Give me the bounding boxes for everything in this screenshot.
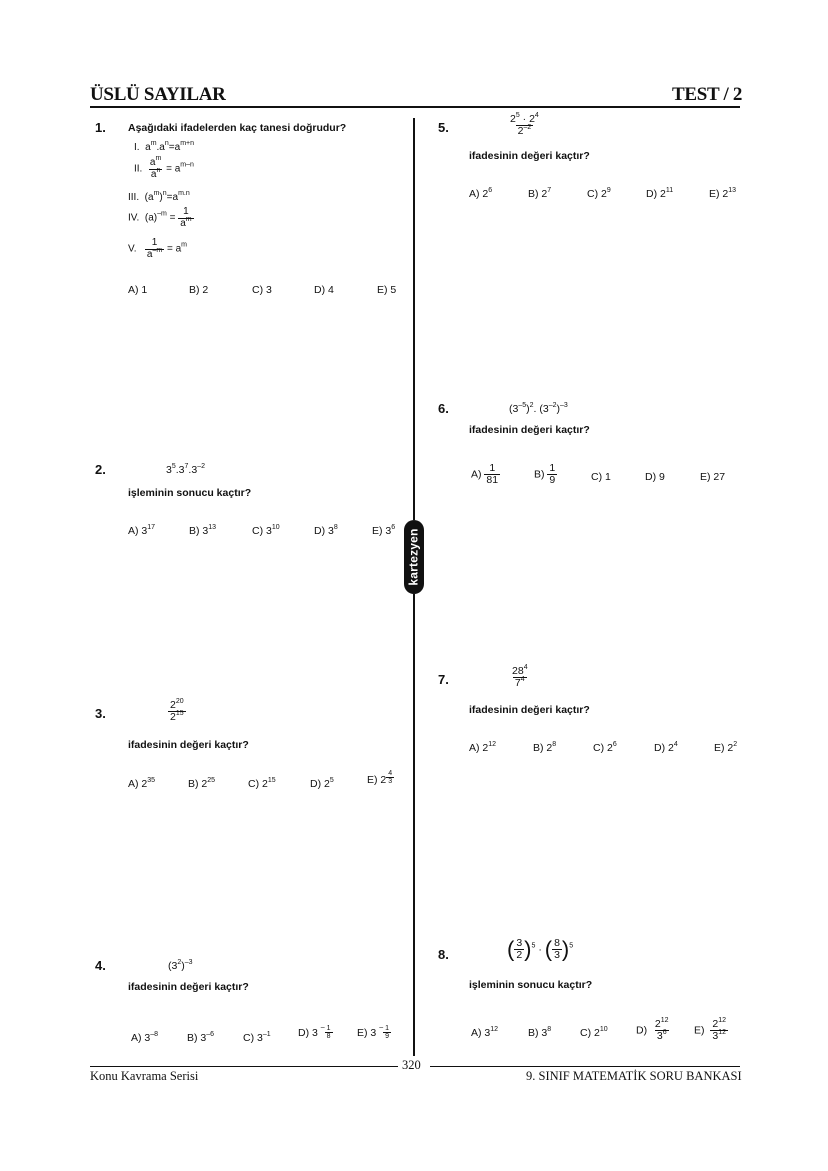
expression: $3^5.3^7.3^{-2}$ bbox=[166, 463, 205, 476]
question-number: 6. bbox=[438, 401, 449, 416]
option-a[interactable]: A) $2^6$ bbox=[469, 187, 493, 200]
option-c[interactable]: C) $3^{-1}$ bbox=[243, 1031, 271, 1044]
question-number: 8. bbox=[438, 947, 449, 962]
expression: $\frac{2^{20}}{2^{15}}$ bbox=[170, 698, 184, 724]
footer-rule-right bbox=[430, 1066, 740, 1067]
page-title: ÜSLÜ SAYILAR bbox=[90, 84, 226, 105]
option-c[interactable]: C) $3^{10}$ bbox=[252, 524, 280, 537]
option-d[interactable]: D) 4 bbox=[314, 284, 334, 296]
statement-1: I. $a^m.a^n=a^{m+n}$ bbox=[134, 140, 194, 153]
option-e[interactable]: E) 2 $\frac{4}{3}$ bbox=[367, 770, 393, 786]
question-prompt: ifadesinin değeri kaçtır? bbox=[128, 981, 249, 993]
option-d[interactable]: D) 3 – $\frac{1}{8}$ bbox=[298, 1024, 331, 1041]
footer-rule-left bbox=[90, 1066, 398, 1067]
option-e[interactable]: E) $3^6$ bbox=[372, 524, 396, 537]
option-e[interactable]: E) 3 – $\frac{1}{9}$ bbox=[357, 1024, 389, 1041]
option-c[interactable]: C) $2^6$ bbox=[593, 741, 617, 754]
option-a[interactable]: A) $2^{35}$ bbox=[128, 777, 156, 790]
option-c[interactable]: C) 1 bbox=[591, 471, 611, 483]
question-number: 5. bbox=[438, 120, 449, 135]
expression: $(3^2)^{-3}$ bbox=[168, 959, 193, 972]
expression: $(3^{-5})^2$. $(3^{-2})^{-3}$ bbox=[509, 402, 568, 415]
option-b[interactable]: B) $\frac{1}{9}$ bbox=[534, 462, 556, 487]
question-prompt: ifadesinin değeri kaçtır? bbox=[128, 739, 249, 751]
option-a[interactable]: A) $3^{-8}$ bbox=[131, 1031, 159, 1044]
question-prompt: Aşağıdaki ifadelerden kaç tanesi doğrudur? bbox=[128, 122, 347, 134]
header-rule bbox=[90, 106, 740, 108]
column-divider-top bbox=[413, 118, 415, 520]
option-a[interactable]: A) $3^{12}$ bbox=[471, 1026, 499, 1039]
series-name: Konu Kavrama Serisi bbox=[90, 1069, 199, 1083]
question-number: 4. bbox=[95, 958, 106, 973]
question-number: 7. bbox=[438, 672, 449, 687]
option-d[interactable]: D) $2^4$ bbox=[654, 741, 678, 754]
page-number: 320 bbox=[402, 1058, 421, 1072]
option-a[interactable]: A) 1 bbox=[128, 284, 148, 296]
option-d[interactable]: D) $\frac{2^{12}}{3^6}$ bbox=[636, 1017, 669, 1043]
option-b[interactable]: B) 2 bbox=[189, 284, 209, 296]
option-c[interactable]: C) 3 bbox=[252, 284, 272, 296]
question-number: 3. bbox=[95, 706, 106, 721]
option-e[interactable]: E) 5 bbox=[377, 284, 397, 296]
option-d[interactable]: D) 9 bbox=[645, 471, 665, 483]
statement-2: II. $\frac{a^m}{a^n}$ = $a^{m-n}$ bbox=[134, 155, 194, 180]
question-prompt: ifadesinin değeri kaçtır? bbox=[469, 704, 590, 716]
option-d[interactable]: D) $3^8$ bbox=[314, 524, 338, 537]
brand-logo: kartezyen bbox=[404, 520, 424, 594]
option-b[interactable]: B) $3^8$ bbox=[528, 1026, 552, 1039]
option-d[interactable]: D) $2^{11}$ bbox=[646, 187, 674, 200]
statement-4: IV. $(a)^{-m}$ = $\frac{1}{a^m}$ bbox=[128, 206, 192, 229]
question-prompt: işleminin sonucu kaçtır? bbox=[469, 979, 593, 991]
expression: $\frac{28^4}{7^4}$ bbox=[512, 664, 528, 690]
option-e[interactable]: E) 27 bbox=[700, 471, 726, 483]
option-b[interactable]: B) $2^7$ bbox=[528, 187, 552, 200]
question-prompt: ifadesinin değeri kaçtır? bbox=[469, 424, 590, 436]
question-prompt: ifadesinin değeri kaçtır? bbox=[469, 150, 590, 162]
option-d[interactable]: D) $2^5$ bbox=[310, 777, 334, 790]
expression: $\frac{2^5 \cdot 2^4}{2^{-2}}$ bbox=[510, 112, 539, 138]
option-a[interactable]: A) $2^{12}$ bbox=[469, 741, 497, 754]
book-title: 9. SINIF MATEMATİK SORU BANKASI bbox=[526, 1069, 742, 1083]
option-e[interactable]: E) $\frac{2^{12}}{3^{12}}$ bbox=[694, 1017, 726, 1043]
option-b[interactable]: B) $2^8$ bbox=[533, 741, 557, 754]
expression: ( $\frac{3}{2}$ )$^5$ · ( $\frac{8}{3}$ )$^5$ bbox=[507, 936, 574, 962]
question-prompt: işleminin sonucu kaçtır? bbox=[128, 487, 252, 499]
option-c[interactable]: C) $2^9$ bbox=[587, 187, 611, 200]
option-c[interactable]: C) $2^{15}$ bbox=[248, 777, 276, 790]
option-b[interactable]: B) $3^{13}$ bbox=[189, 524, 217, 537]
column-divider-bottom bbox=[413, 594, 415, 1056]
option-c[interactable]: C) $2^{10}$ bbox=[580, 1026, 608, 1039]
option-e[interactable]: E) $2^{13}$ bbox=[709, 187, 737, 200]
test-label: TEST / 2 bbox=[672, 84, 743, 105]
option-e[interactable]: E) $2^2$ bbox=[714, 741, 738, 754]
question-number: 1. bbox=[95, 120, 106, 135]
statement-3: III. $(a^m)^n=a^{m.n}$ bbox=[128, 190, 190, 203]
option-b[interactable]: B) $2^{25}$ bbox=[188, 777, 216, 790]
question-number: 2. bbox=[95, 462, 106, 477]
statement-5: V. $\frac{1}{a^{-m}}$ = $a^m$ bbox=[128, 237, 187, 260]
option-b[interactable]: B) $3^{-6}$ bbox=[187, 1031, 215, 1044]
option-a[interactable]: A) $3^{17}$ bbox=[128, 524, 156, 537]
option-a[interactable]: A) $\frac{1}{81}$ bbox=[471, 462, 499, 487]
